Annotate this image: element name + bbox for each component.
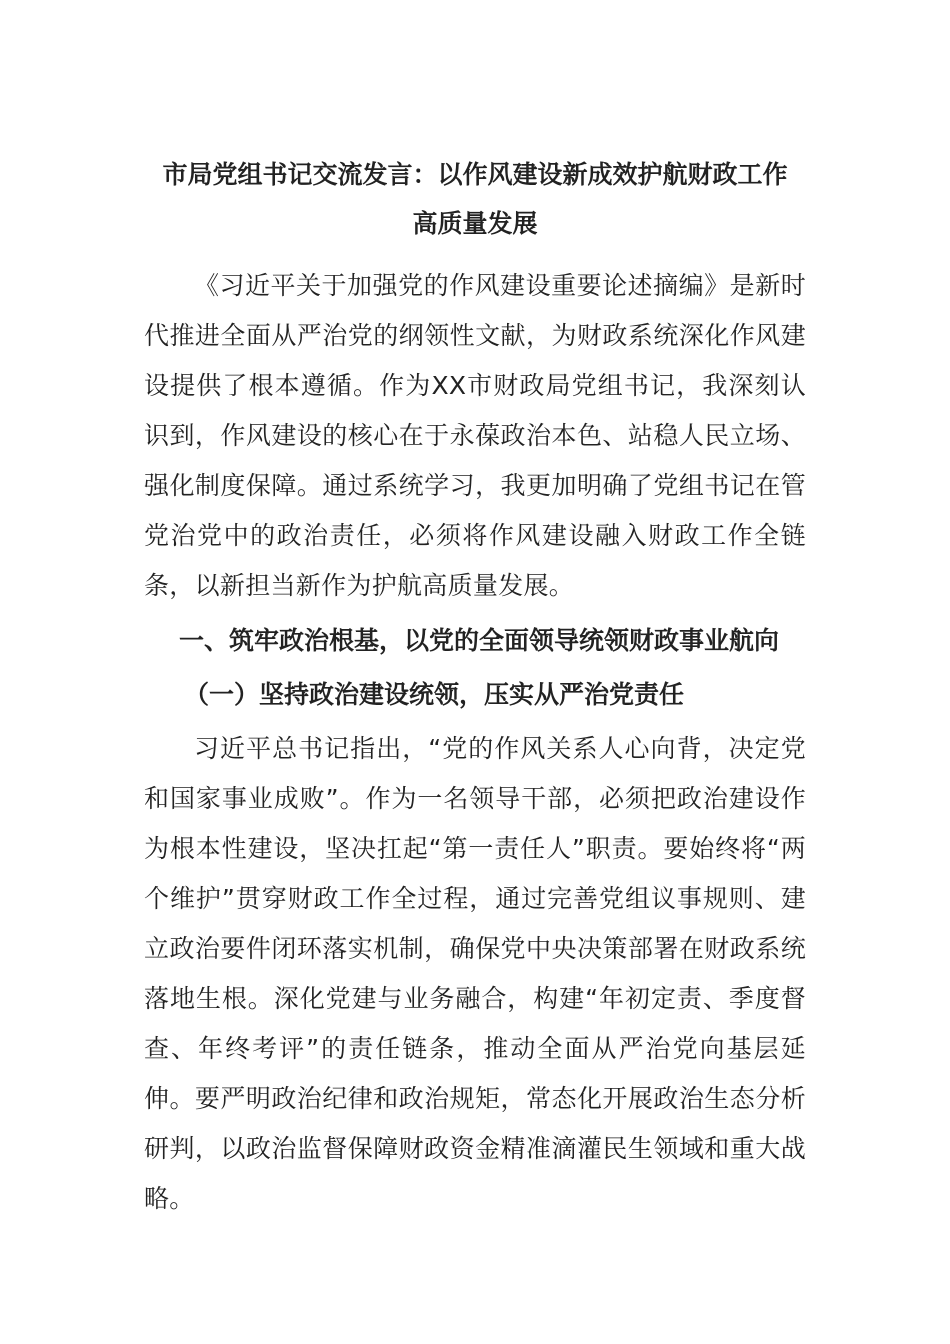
section-1-heading: 一、筑牢政治根基，以党的全面领导统领财政事业航向 (179, 626, 780, 655)
subsection-1-paragraph: 习近平总书记指出，“党的作风关系人心向背，决定党和国家事业成败”。作为一名领导干部，必须把政治建设作为根本性建设，坚决扛起“第一责任人”职责。要始终将“两个维护”贯穿财政工作全过程，通过完善党组议事规则、建立政治要件闭环落实机制，确保党中央决策部署在财政系统落地生根。深化党建与业务融合，构建“年初定责、季度督查、年终考评”的责任链条，推动全面从严治党向基层延伸。要严明政治纪律和政治规矩，常态化开展政治生态分析研判，以政治监督保障财政资金精准滴灌民生领域和重大战略。 (144, 734, 806, 1213)
intro-paragraph: 《习近平关于加强党的作风建设重要论述摘编》是新时代推进全面从严治党的纲领性文献，为财政系统深化作风建设提供了根本遵循。作为XX市财政局党组书记，我深刻认识到，作风建设的核心在于永葆政治本色、站稳人民立场、强化制度保障。通过系统学习，我更加明确了党组书记在管党治党中的政治责任，必须将作风建设融入财政工作全链条，以新担当新作为护航高质量发展。 (144, 271, 806, 600)
document-body (144, 261, 806, 1224)
document-title-line-2: 高质量发展 (412, 209, 538, 238)
subsection-1-heading: （一）坚持政治建设统领，压实从严治党责任 (184, 680, 685, 709)
document-title-line-1: 市局党组书记交流发言：以作风建设新成效护航财政工作 (162, 160, 788, 189)
